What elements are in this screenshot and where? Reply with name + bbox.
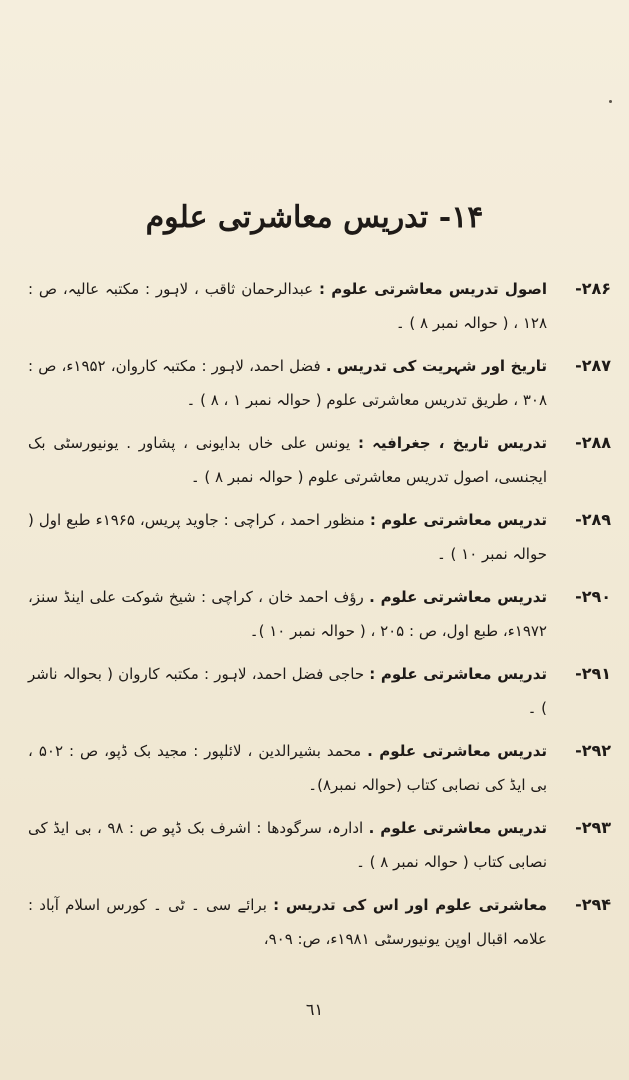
bibliography-entry	[28, 811, 611, 879]
entry-details: برائے سی ۔ ٹی ۔ کورس اسلام آباد : علامہ اقبال اوپن یونیورسٹی ۱۹۸۱ء، ص: ۹۰۹،	[28, 896, 547, 948]
entry-number: -۲۹۲	[575, 741, 611, 760]
entry-number: -۲۹۱	[575, 664, 611, 683]
entry-text	[28, 734, 551, 802]
ink-speck	[609, 100, 612, 103]
entry-title: تدریس تاریخ ، جغرافیہ :	[357, 434, 547, 452]
page-number: ٦١	[305, 1000, 324, 1019]
entry-title: اصول تدریس معاشرتی علوم :	[318, 280, 547, 298]
entry-number: -۲۸۶	[575, 279, 611, 298]
entry-text	[28, 888, 551, 956]
entry-details: یونس علی خاں بدایونی ، پشاور . یونیورسٹی بک ایجنسی، اصول تدریس معاشرتی علوم ( حوالہ نمبر ۸ ) ۔	[28, 434, 547, 486]
entry-details: رؤف احمد خان ، کراچی : شیخ شوکت علی اینڈ سنز، ۱۹۷۲ء، طبع اول، ص : ۲۰۵ ، ( حوالہ نمبر ۱۰ )۔	[28, 588, 547, 640]
bibliography-entry	[28, 349, 611, 417]
entry-text	[28, 426, 551, 494]
entry-title: تدریس معاشرتی علوم .	[368, 819, 548, 837]
entry-text	[28, 811, 551, 879]
entry-text	[28, 580, 551, 648]
entry-number: -۲۸۹	[575, 510, 611, 529]
bibliography-entry	[28, 426, 611, 494]
entry-title: تدریس معاشرتی علوم :	[369, 511, 548, 529]
entry-details: عبدالرحمان ثاقب ، لاہور : مکتبہ عالیہ، ص : ۱۲۸ ، ( حوالہ نمبر ۸ ) ۔	[28, 280, 547, 332]
bibliography-entry	[28, 888, 611, 956]
bibliography-entry	[28, 657, 611, 725]
bibliography-entry	[28, 580, 611, 648]
entry-details: ادارہ، سرگودھا : اشرف بک ڈپو ص : ۹۸ ، بی ایڈ کی نصابی کتاب ( حوالہ نمبر ۸ ) ۔	[28, 819, 547, 871]
entry-title: تدریس معاشرتی علوم .	[369, 588, 547, 606]
entry-details: محمد بشیرالدین ، لائلپور : مجید بک ڈپو، ص : ۵۰۲ ، بی ایڈ کی نصابی کتاب (حوالہ نمبر۸)۔	[28, 742, 547, 794]
bibliography-entry	[28, 734, 611, 802]
entry-number: -۲۹۳	[575, 818, 611, 837]
bibliography-entry	[28, 272, 611, 340]
entry-number: -۲۹۰	[575, 587, 611, 606]
entry-details: منظور احمد ، کراچی : جاوید پریس، ۱۹۶۵ء طبع اول ( حوالہ نمبر ۱۰ ) ۔	[28, 511, 547, 563]
entry-number: -۲۹۴	[575, 895, 611, 914]
entry-title: تدریس معاشرتی علوم .	[367, 742, 547, 760]
entry-text	[28, 349, 551, 417]
bibliography-list	[28, 272, 611, 965]
entry-title: تاریخ اور شہریت کی تدریس .	[325, 357, 548, 375]
entry-details: فضل احمد، لاہور : مکتبہ کاروان، ۱۹۵۲ء، ص : ۳۰۸ ، طریق تدریس معاشرتی علوم ( حوالہ نمبر ۱ ، ۸ ) ۔	[28, 357, 547, 409]
entry-number: -۲۸۷	[575, 356, 611, 375]
entry-title: معاشرتی علوم اور اس کی تدریس :	[273, 896, 547, 914]
entry-details: حاجی فضل احمد، لاہور : مکتبہ کاروان ( بحوالہ ناشر ) ۔	[28, 665, 547, 717]
bibliography-entry	[28, 503, 611, 571]
entry-text	[28, 503, 551, 571]
entry-text	[28, 272, 551, 340]
entry-number: -۲۸۸	[575, 433, 611, 452]
entry-text	[28, 657, 551, 725]
chapter-title: ۱۴- تدریس معاشرتی علوم	[145, 200, 484, 235]
entry-title: تدریس معاشرتی علوم :	[369, 665, 547, 683]
